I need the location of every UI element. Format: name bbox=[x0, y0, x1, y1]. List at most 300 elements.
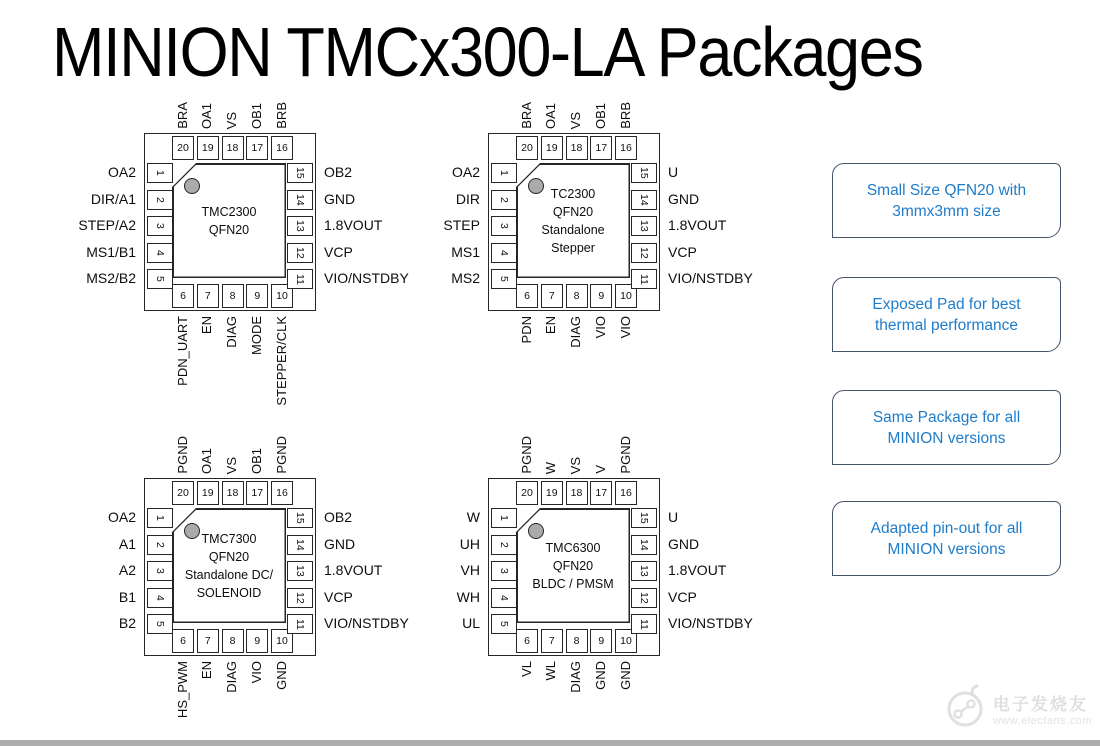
pin-label: VIO/NSTDBY bbox=[668, 270, 753, 286]
die-name-line: TC2300 bbox=[550, 186, 596, 201]
pin-14 bbox=[287, 190, 313, 210]
pin-label: UL bbox=[462, 615, 480, 631]
pin-label: VS bbox=[224, 456, 239, 474]
pin-label: A1 bbox=[118, 535, 136, 552]
pin-label: PDN_UART bbox=[174, 316, 190, 386]
pin-number: 2 bbox=[498, 196, 510, 203]
callout-text: Exposed Pad for best bbox=[872, 295, 1021, 313]
right-pin-row bbox=[631, 508, 657, 634]
pin-label: VIO bbox=[248, 661, 264, 684]
pin-19 bbox=[541, 481, 563, 505]
pin-number: 6 bbox=[524, 290, 530, 302]
pin-4 bbox=[147, 243, 173, 263]
top-pin-row bbox=[172, 481, 293, 505]
pin-label: MS1/B1 bbox=[86, 243, 136, 260]
pin-number: 9 bbox=[598, 635, 605, 647]
label-slot bbox=[108, 162, 136, 182]
pin-2 bbox=[491, 535, 517, 555]
top-pin-labels bbox=[171, 102, 292, 129]
pin-label: VH bbox=[460, 562, 480, 578]
label-slot bbox=[540, 462, 562, 474]
pin-16 bbox=[271, 481, 293, 505]
pin-3 bbox=[491, 561, 517, 581]
pin-label: VIO bbox=[617, 316, 633, 339]
die-name-line: TMC2300 bbox=[201, 204, 257, 219]
pin-label: U bbox=[668, 164, 679, 180]
bottom-pin-labels bbox=[515, 661, 636, 693]
pin-number: 1 bbox=[154, 170, 166, 176]
label-slot bbox=[451, 268, 480, 288]
pin-number: 3 bbox=[154, 223, 166, 229]
die-name-line: TMC6300 bbox=[545, 540, 601, 555]
label-slot bbox=[78, 215, 136, 235]
label-slot bbox=[270, 316, 292, 406]
pin-label: MS2 bbox=[451, 270, 480, 286]
pin-number: 6 bbox=[524, 635, 530, 647]
pin-2 bbox=[491, 190, 517, 210]
label-slot bbox=[515, 661, 537, 677]
pin-number: 18 bbox=[226, 142, 239, 154]
label-slot bbox=[451, 242, 480, 262]
top-pin-labels bbox=[171, 436, 292, 474]
label-slot bbox=[668, 268, 753, 288]
label-slot bbox=[457, 587, 480, 607]
pin-20 bbox=[516, 136, 538, 160]
pin-label: DIAG bbox=[224, 316, 239, 348]
label-slot bbox=[171, 436, 193, 474]
pin-13 bbox=[631, 561, 657, 581]
label-slot bbox=[668, 560, 726, 580]
pin-1 bbox=[491, 163, 517, 183]
label-slot bbox=[324, 534, 355, 554]
pin-1 bbox=[491, 508, 517, 528]
label-slot bbox=[668, 507, 678, 527]
pin-12 bbox=[631, 243, 657, 263]
label-slot bbox=[589, 316, 611, 338]
label-slot bbox=[324, 215, 382, 235]
label-slot bbox=[245, 661, 267, 683]
chip-tmc2300 bbox=[78, 102, 409, 406]
die-name-line: SOLENOID bbox=[196, 585, 262, 600]
label-slot bbox=[196, 661, 218, 679]
pin-number: 1 bbox=[154, 515, 166, 521]
pin-number: 17 bbox=[595, 487, 608, 499]
label-slot bbox=[589, 661, 611, 690]
die-name-line: TMC7300 bbox=[201, 531, 257, 546]
pin-label: EN bbox=[199, 316, 215, 335]
pin-18 bbox=[222, 136, 244, 160]
die-name bbox=[516, 163, 630, 278]
pin-label: MS2/B2 bbox=[86, 270, 136, 286]
pin-number: 8 bbox=[229, 290, 236, 302]
pin-label: OB2 bbox=[324, 164, 353, 180]
pin-16 bbox=[271, 136, 293, 160]
label-slot bbox=[515, 436, 537, 474]
label-slot bbox=[196, 316, 218, 334]
pin-15 bbox=[287, 508, 313, 528]
label-slot bbox=[324, 560, 382, 580]
pin-label: 1.8VOUT bbox=[668, 217, 727, 233]
die-content bbox=[172, 508, 286, 623]
pin-19 bbox=[197, 136, 219, 160]
pin-15 bbox=[287, 163, 313, 183]
bottom-pin-row bbox=[172, 284, 293, 308]
pin-number: 18 bbox=[570, 487, 583, 499]
pin-number: 11 bbox=[294, 618, 306, 630]
label-slot bbox=[91, 189, 136, 209]
pin-label: PGND bbox=[518, 436, 534, 474]
pin-number: 1 bbox=[498, 170, 510, 176]
callout-small-size bbox=[832, 163, 1061, 238]
pin-16 bbox=[615, 481, 637, 505]
pin-17 bbox=[246, 481, 268, 505]
pin-label: VL bbox=[518, 661, 534, 677]
package-outline bbox=[488, 133, 660, 311]
die-name-line: Standalone DC/ bbox=[184, 567, 274, 582]
label-slot bbox=[119, 587, 136, 607]
label-slot bbox=[270, 102, 292, 129]
pin-label: DIAG bbox=[224, 661, 239, 693]
package-outline bbox=[488, 478, 660, 656]
pin-8 bbox=[222, 629, 244, 653]
pin-2 bbox=[147, 535, 173, 555]
pin-label: OA1 bbox=[199, 447, 215, 474]
label-slot bbox=[614, 102, 636, 129]
left-pin-labels bbox=[108, 507, 136, 633]
left-pin-labels bbox=[78, 162, 136, 288]
pin-number: 8 bbox=[573, 635, 580, 647]
pin-3 bbox=[147, 561, 173, 581]
pin-label: PGND bbox=[273, 436, 289, 474]
pin-number: 17 bbox=[595, 142, 608, 154]
bottom-pin-row bbox=[172, 629, 293, 653]
top-pin-labels bbox=[515, 436, 636, 474]
die-name-line: BLDC / PMSM bbox=[532, 576, 614, 591]
pin-label: VIO/NSTDBY bbox=[668, 615, 753, 631]
pin-label: BRB bbox=[273, 102, 289, 129]
label-slot bbox=[196, 448, 218, 474]
die-name-line: QFN20 bbox=[552, 558, 594, 573]
callout-same-package bbox=[832, 390, 1061, 465]
pin-number: 19 bbox=[545, 142, 558, 154]
pin-11 bbox=[287, 614, 313, 634]
package-outline bbox=[144, 133, 316, 311]
bottom-pin-labels bbox=[171, 661, 292, 718]
pin-number: 13 bbox=[294, 565, 306, 577]
label-slot bbox=[668, 534, 699, 554]
pin-number: 4 bbox=[498, 249, 510, 256]
die-name-line: QFN20 bbox=[208, 222, 250, 237]
pin-label: DIR/A1 bbox=[90, 190, 136, 207]
left-pin-labels bbox=[443, 162, 480, 288]
pin-16 bbox=[615, 136, 637, 160]
pin-17 bbox=[590, 136, 612, 160]
pin-18 bbox=[566, 481, 588, 505]
pin-18 bbox=[222, 481, 244, 505]
label-slot bbox=[461, 560, 480, 580]
label-slot bbox=[452, 162, 480, 182]
pin-13 bbox=[287, 561, 313, 581]
bottom-edge-bar bbox=[0, 740, 1100, 746]
label-slot bbox=[589, 103, 611, 129]
label-slot bbox=[540, 103, 562, 129]
pin-12 bbox=[631, 588, 657, 608]
pin-5 bbox=[147, 269, 173, 289]
pin-number: 9 bbox=[254, 635, 261, 647]
pin-number: 20 bbox=[521, 487, 533, 499]
left-pin-row bbox=[147, 163, 173, 289]
pin-20 bbox=[516, 481, 538, 505]
pin-number: 5 bbox=[154, 621, 166, 627]
pin-number: 13 bbox=[294, 220, 306, 232]
pin-label: OA2 bbox=[107, 509, 136, 525]
pin-label: A2 bbox=[118, 562, 136, 578]
callout-text: thermal performance bbox=[874, 316, 1018, 334]
bottom-pin-labels bbox=[515, 316, 636, 348]
pin-number: 15 bbox=[294, 512, 306, 524]
pin-5 bbox=[491, 269, 517, 289]
pin-number: 8 bbox=[573, 290, 580, 302]
pin-19 bbox=[541, 136, 563, 160]
pin-number: 10 bbox=[276, 635, 288, 647]
package-outline bbox=[144, 478, 316, 656]
pin-12 bbox=[287, 243, 313, 263]
pin-label: DIAG bbox=[568, 316, 583, 348]
bottom-pin-row bbox=[516, 629, 637, 653]
pin-number: 12 bbox=[638, 246, 650, 259]
pin-number: 8 bbox=[229, 635, 236, 647]
pin-label: GND bbox=[617, 661, 633, 690]
pin-6 bbox=[172, 284, 194, 308]
pin-label: OB1 bbox=[248, 447, 264, 474]
pin-label: W bbox=[466, 509, 480, 525]
callout-exposed-pad bbox=[832, 277, 1061, 352]
label-slot bbox=[515, 102, 537, 129]
pin-19 bbox=[197, 481, 219, 505]
pin-label: VCP bbox=[324, 243, 353, 260]
die-name bbox=[172, 163, 286, 278]
top-pin-row bbox=[516, 481, 637, 505]
pin-label: BRA bbox=[174, 102, 190, 129]
pin-label: VCP bbox=[324, 588, 353, 605]
label-slot bbox=[614, 316, 636, 338]
die-content bbox=[516, 163, 630, 278]
pin-11 bbox=[631, 614, 657, 634]
pin-label: W bbox=[543, 461, 559, 474]
label-slot bbox=[565, 457, 587, 474]
pin-number: 7 bbox=[204, 290, 211, 302]
pin-number: 19 bbox=[201, 487, 214, 499]
pin-label: U bbox=[668, 509, 679, 525]
pin-2 bbox=[147, 190, 173, 210]
pin-label: OA1 bbox=[199, 102, 215, 129]
pin-label: MS1 bbox=[451, 243, 480, 260]
label-slot bbox=[221, 316, 243, 348]
pin-number: 12 bbox=[294, 246, 306, 259]
pin-label: STEPPER/CLK bbox=[273, 316, 289, 406]
label-slot bbox=[565, 661, 587, 693]
pin-label: GND bbox=[668, 535, 700, 552]
pin-number: 5 bbox=[498, 621, 510, 627]
label-slot bbox=[245, 316, 267, 355]
pin-number: 7 bbox=[548, 635, 555, 647]
pin-number: 15 bbox=[294, 167, 306, 179]
pin-number: 4 bbox=[498, 594, 510, 601]
pin-label: VS bbox=[568, 111, 583, 129]
pin-4 bbox=[147, 588, 173, 608]
label-slot bbox=[668, 189, 699, 209]
pin-9 bbox=[246, 629, 268, 653]
pin-label: WH bbox=[456, 588, 480, 605]
pin-label: V bbox=[592, 465, 608, 474]
pin-number: 15 bbox=[638, 167, 650, 179]
die-name-line: QFN20 bbox=[208, 549, 250, 564]
label-slot bbox=[462, 613, 480, 633]
label-slot bbox=[119, 613, 136, 633]
pin-number: 16 bbox=[620, 487, 632, 499]
pin-3 bbox=[491, 216, 517, 236]
pin-number: 16 bbox=[276, 142, 288, 154]
pin-number: 13 bbox=[638, 220, 650, 232]
label-slot bbox=[614, 436, 636, 474]
top-pin-labels bbox=[515, 102, 636, 129]
pin-number: 5 bbox=[154, 276, 166, 282]
bottom-pin-labels bbox=[171, 316, 292, 406]
label-slot bbox=[86, 268, 136, 288]
pin-number: 7 bbox=[548, 290, 555, 302]
callout-text: Adapted pin-out for all bbox=[870, 519, 1023, 537]
pin-17 bbox=[246, 136, 268, 160]
label-slot bbox=[324, 242, 353, 262]
left-pin-row bbox=[491, 508, 517, 634]
callout-text: MINION versions bbox=[887, 429, 1006, 447]
label-slot bbox=[565, 112, 587, 129]
pin-label: OA2 bbox=[451, 164, 480, 180]
label-slot bbox=[171, 316, 193, 386]
pin-label: OB1 bbox=[592, 102, 608, 129]
left-pin-row bbox=[147, 508, 173, 634]
pin-number: 13 bbox=[638, 565, 650, 577]
pin-label: VCP bbox=[668, 243, 697, 260]
pin-label: VIO/NSTDBY bbox=[324, 270, 409, 286]
pin-label: DIAG bbox=[568, 661, 583, 693]
label-slot bbox=[565, 316, 587, 348]
pin-number: 1 bbox=[498, 515, 510, 521]
label-slot bbox=[119, 560, 136, 580]
die-name-line: Stepper bbox=[551, 240, 595, 255]
pin-6 bbox=[516, 284, 538, 308]
pin-1 bbox=[147, 508, 173, 528]
watermark-url: www.elecfans.com bbox=[992, 715, 1092, 727]
callout-text: Same Package for all bbox=[872, 408, 1021, 426]
pin-number: 6 bbox=[180, 290, 186, 302]
pin-number: 11 bbox=[294, 273, 306, 285]
pin-label: 1.8VOUT bbox=[668, 562, 727, 578]
callout-adapted-pinout bbox=[832, 501, 1061, 576]
die-tc2300 bbox=[516, 163, 630, 278]
pin-label: GND bbox=[273, 661, 289, 690]
label-slot bbox=[668, 613, 753, 633]
callout-text: Small Size QFN20 with bbox=[866, 181, 1027, 199]
pin-13 bbox=[631, 216, 657, 236]
pin-number: 2 bbox=[498, 541, 510, 548]
chip-tc2300 bbox=[443, 102, 753, 348]
pin-9 bbox=[246, 284, 268, 308]
pin-3 bbox=[147, 216, 173, 236]
label-slot bbox=[467, 507, 480, 527]
pin-number: 18 bbox=[570, 142, 583, 154]
pin-5 bbox=[147, 614, 173, 634]
pin-label: HS_PWM bbox=[174, 661, 190, 719]
pin-label: STEP bbox=[443, 217, 480, 233]
die-name bbox=[516, 508, 630, 623]
pin-4 bbox=[491, 243, 517, 263]
pin-label: B1 bbox=[118, 588, 136, 605]
pin-1 bbox=[147, 163, 173, 183]
pin-label: DIR bbox=[455, 190, 480, 207]
watermark-elecfans bbox=[944, 683, 1092, 734]
pin-label: 1.8VOUT bbox=[324, 562, 383, 578]
pin-label: OB2 bbox=[324, 509, 353, 525]
pin-number: 16 bbox=[276, 487, 288, 499]
die-name-line: Standalone bbox=[541, 222, 605, 237]
pin-label: GND bbox=[324, 190, 356, 207]
label-slot bbox=[245, 448, 267, 474]
pin-label: GND bbox=[668, 190, 700, 207]
pin-number: 10 bbox=[276, 290, 288, 302]
label-slot bbox=[456, 189, 480, 209]
label-slot bbox=[171, 102, 193, 129]
die-name-line: QFN20 bbox=[552, 204, 594, 219]
pin-number: 20 bbox=[177, 142, 189, 154]
label-slot bbox=[108, 507, 136, 527]
pin-label: VIO bbox=[592, 316, 608, 339]
label-slot bbox=[270, 436, 292, 474]
label-slot bbox=[668, 242, 697, 262]
label-slot bbox=[460, 534, 480, 554]
right-pin-labels bbox=[668, 162, 753, 288]
pin-label: OA2 bbox=[107, 164, 136, 180]
right-pin-row bbox=[631, 163, 657, 289]
pin-8 bbox=[566, 284, 588, 308]
pin-number: 17 bbox=[251, 142, 264, 154]
pin-number: 10 bbox=[620, 290, 632, 302]
watermark-brand: 电子发烧友 bbox=[992, 695, 1088, 714]
label-slot bbox=[86, 242, 136, 262]
pin-label: EN bbox=[543, 316, 559, 335]
pin-6 bbox=[516, 629, 538, 653]
pin-number: 20 bbox=[177, 487, 189, 499]
pin-number: 19 bbox=[545, 487, 558, 499]
right-pin-row bbox=[287, 163, 313, 289]
pin-label: WL bbox=[543, 661, 559, 681]
chip-tmc6300 bbox=[456, 436, 753, 693]
pin-number: 2 bbox=[154, 196, 166, 203]
label-slot bbox=[324, 189, 355, 209]
label-slot bbox=[614, 661, 636, 690]
pin-number: 2 bbox=[154, 541, 166, 548]
pin-number: 11 bbox=[638, 273, 650, 285]
label-slot bbox=[324, 268, 409, 288]
label-slot bbox=[668, 162, 678, 182]
top-pin-row bbox=[516, 136, 637, 160]
chip-tmc7300 bbox=[107, 436, 409, 719]
pin-number: 7 bbox=[204, 635, 211, 647]
label-slot bbox=[324, 162, 352, 182]
pin-number: 11 bbox=[638, 618, 650, 630]
pin-9 bbox=[590, 284, 612, 308]
pin-5 bbox=[491, 614, 517, 634]
